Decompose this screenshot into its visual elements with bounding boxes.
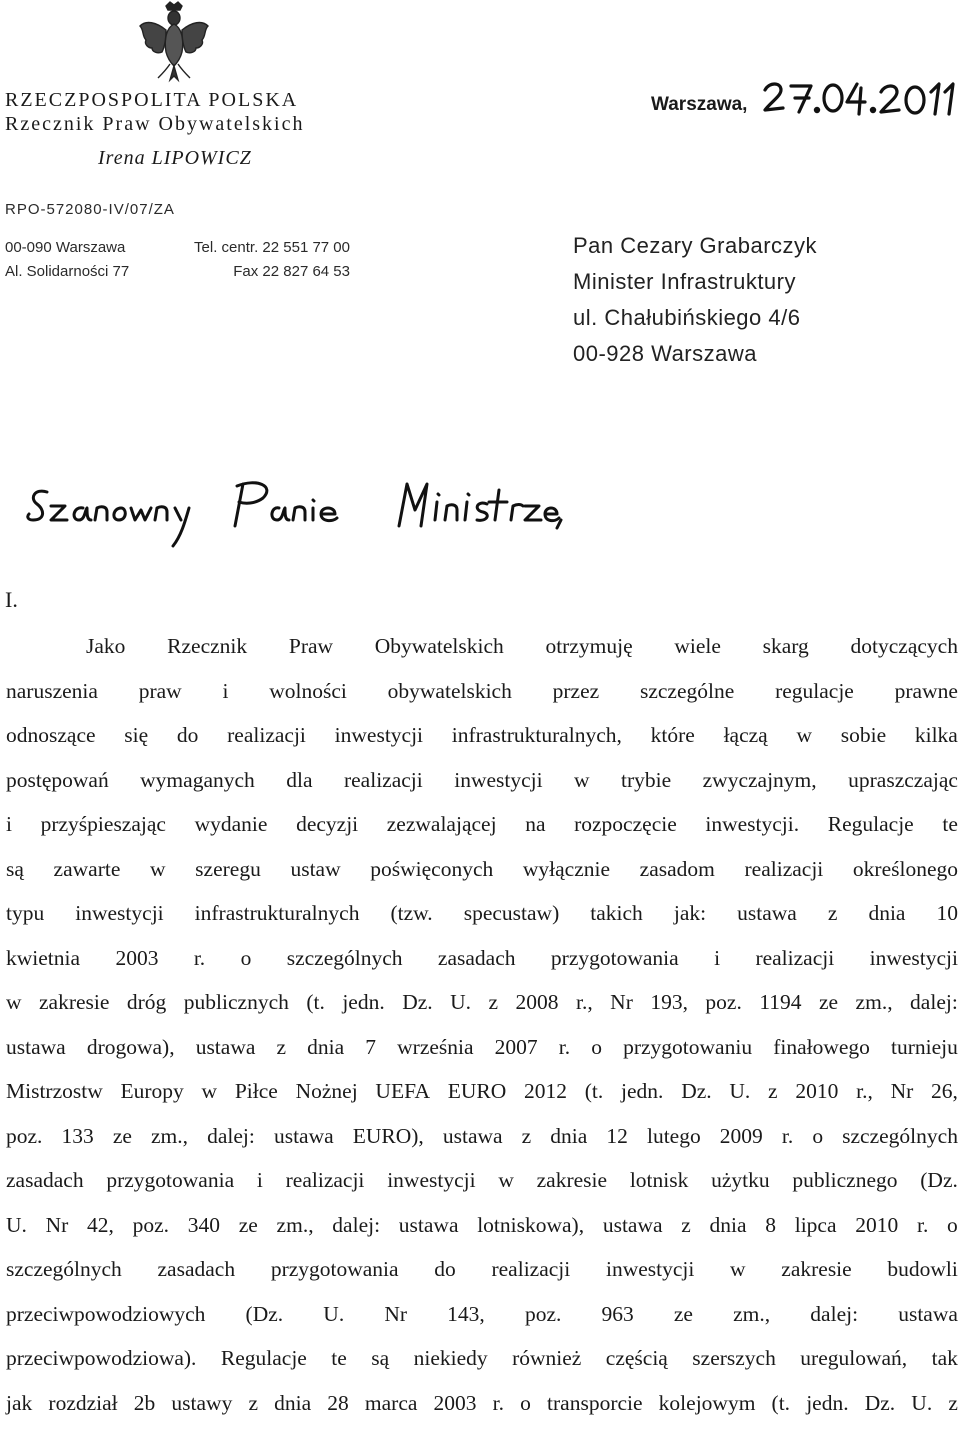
body-line: odnoszące się do realizacji inwestycji infrastrukturalnych, które łączą w sobie kilka (6, 717, 958, 762)
sender-street: Al. Solidarności 77 (5, 260, 129, 284)
sender-contact (190, 236, 350, 284)
institution-name: RZECZPOSPOLITA POLSKA (5, 88, 304, 112)
recipient-postal-city: 00-928 Warszawa (573, 336, 817, 372)
handwritten-date (759, 78, 959, 120)
sender-fax: Fax 22 827 64 53 (190, 260, 350, 284)
polish-eagle-emblem-icon (136, 0, 212, 84)
recipient-name: Pan Cezary Grabarczyk (573, 228, 817, 264)
body-line: naruszenia praw i wolności obywatelskich przez szczególne regulacje prawne (6, 673, 958, 718)
body-line: poz. 133 ze zm., dalej: ustawa EURO), ustawa z dnia 12 lutego 2009 r. o szczególnych (6, 1118, 958, 1163)
institution-office: Rzecznik Praw Obywatelskich (5, 112, 304, 136)
body-line: kwietnia 2003 r. o szczególnych zasadach przygotowania i realizacji inwestycji (6, 940, 958, 985)
body-line: i przyśpieszając wydanie decyzji zezwalającej na rozpoczęcie inwestycji. Regulacje te (6, 806, 958, 851)
body-line: typu inwestycji infrastrukturalnych (tzw. specustaw) takich jak: ustawa z dnia 10 (6, 895, 958, 940)
recipient-street: ul. Chałubińskiego 4/6 (573, 300, 817, 336)
handwritten-salutation (25, 470, 565, 570)
recipient-title: Minister Infrastruktury (573, 264, 817, 300)
body-line: szczególnych zasadach przygotowania do realizacji inwestycji w zakresie budowli (6, 1251, 958, 1296)
body-line: w zakresie dróg publicznych (t. jedn. Dz. U. z 2008 r., Nr 193, poz. 1194 ze zm., dalej: (6, 984, 958, 1029)
section-number: I. (5, 587, 18, 613)
body-line: jak rozdział 2b ustawy z dnia 28 marca 2003 r. o transporcie kolejowym (t. jedn. Dz. U. z (6, 1385, 958, 1429)
body-line: są zawarte w szeregu ustaw poświęconych wyłącznie zasadom realizacji określonego (6, 851, 958, 896)
institution-header (5, 88, 304, 136)
letter-body (6, 628, 958, 1429)
sender-address (5, 236, 129, 284)
body-line: zasadach przygotowania i realizacji inwestycji w zakresie lotnisk użytku publicznego (Dz. (6, 1162, 958, 1207)
body-line: Mistrzostw Europy w Piłce Nożnej UEFA EURO 2012 (t. jedn. Dz. U. z 2010 r., Nr 26, (6, 1073, 958, 1118)
sender-postal-city: 00-090 Warszawa (5, 236, 129, 260)
body-line: przeciwpowodziowa). Regulacje te są niekiedy również częścią szerszych uregulowań, tak (6, 1340, 958, 1385)
body-line: ustawa drogowa), ustawa z dnia 7 września 2007 r. o przygotowaniu finałowego turnieju (6, 1029, 958, 1074)
officer-name: Irena LIPOWICZ (98, 147, 252, 170)
place-city: Warszawa, (651, 94, 747, 120)
body-line: U. Nr 42, poz. 340 ze zm., dalej: ustawa lotniskowa), ustawa z dnia 8 lipca 2010 r. o (6, 1207, 958, 1252)
body-line: Jako Rzecznik Praw Obywatelskich otrzymuję wiele skarg dotyczących (6, 628, 958, 673)
place-and-date (651, 78, 959, 120)
body-line: przeciwpowodziowych (Dz. U. Nr 143, poz. 963 ze zm., dalej: ustawa (6, 1296, 958, 1341)
body-line: postępowań wymaganych dla realizacji inwestycji w trybie zwyczajnym, upraszczając (6, 762, 958, 807)
recipient-block (573, 228, 817, 372)
sender-phone: Tel. centr. 22 551 77 00 (190, 236, 350, 260)
reference-number: RPO-572080-IV/07/ZA (5, 201, 175, 218)
